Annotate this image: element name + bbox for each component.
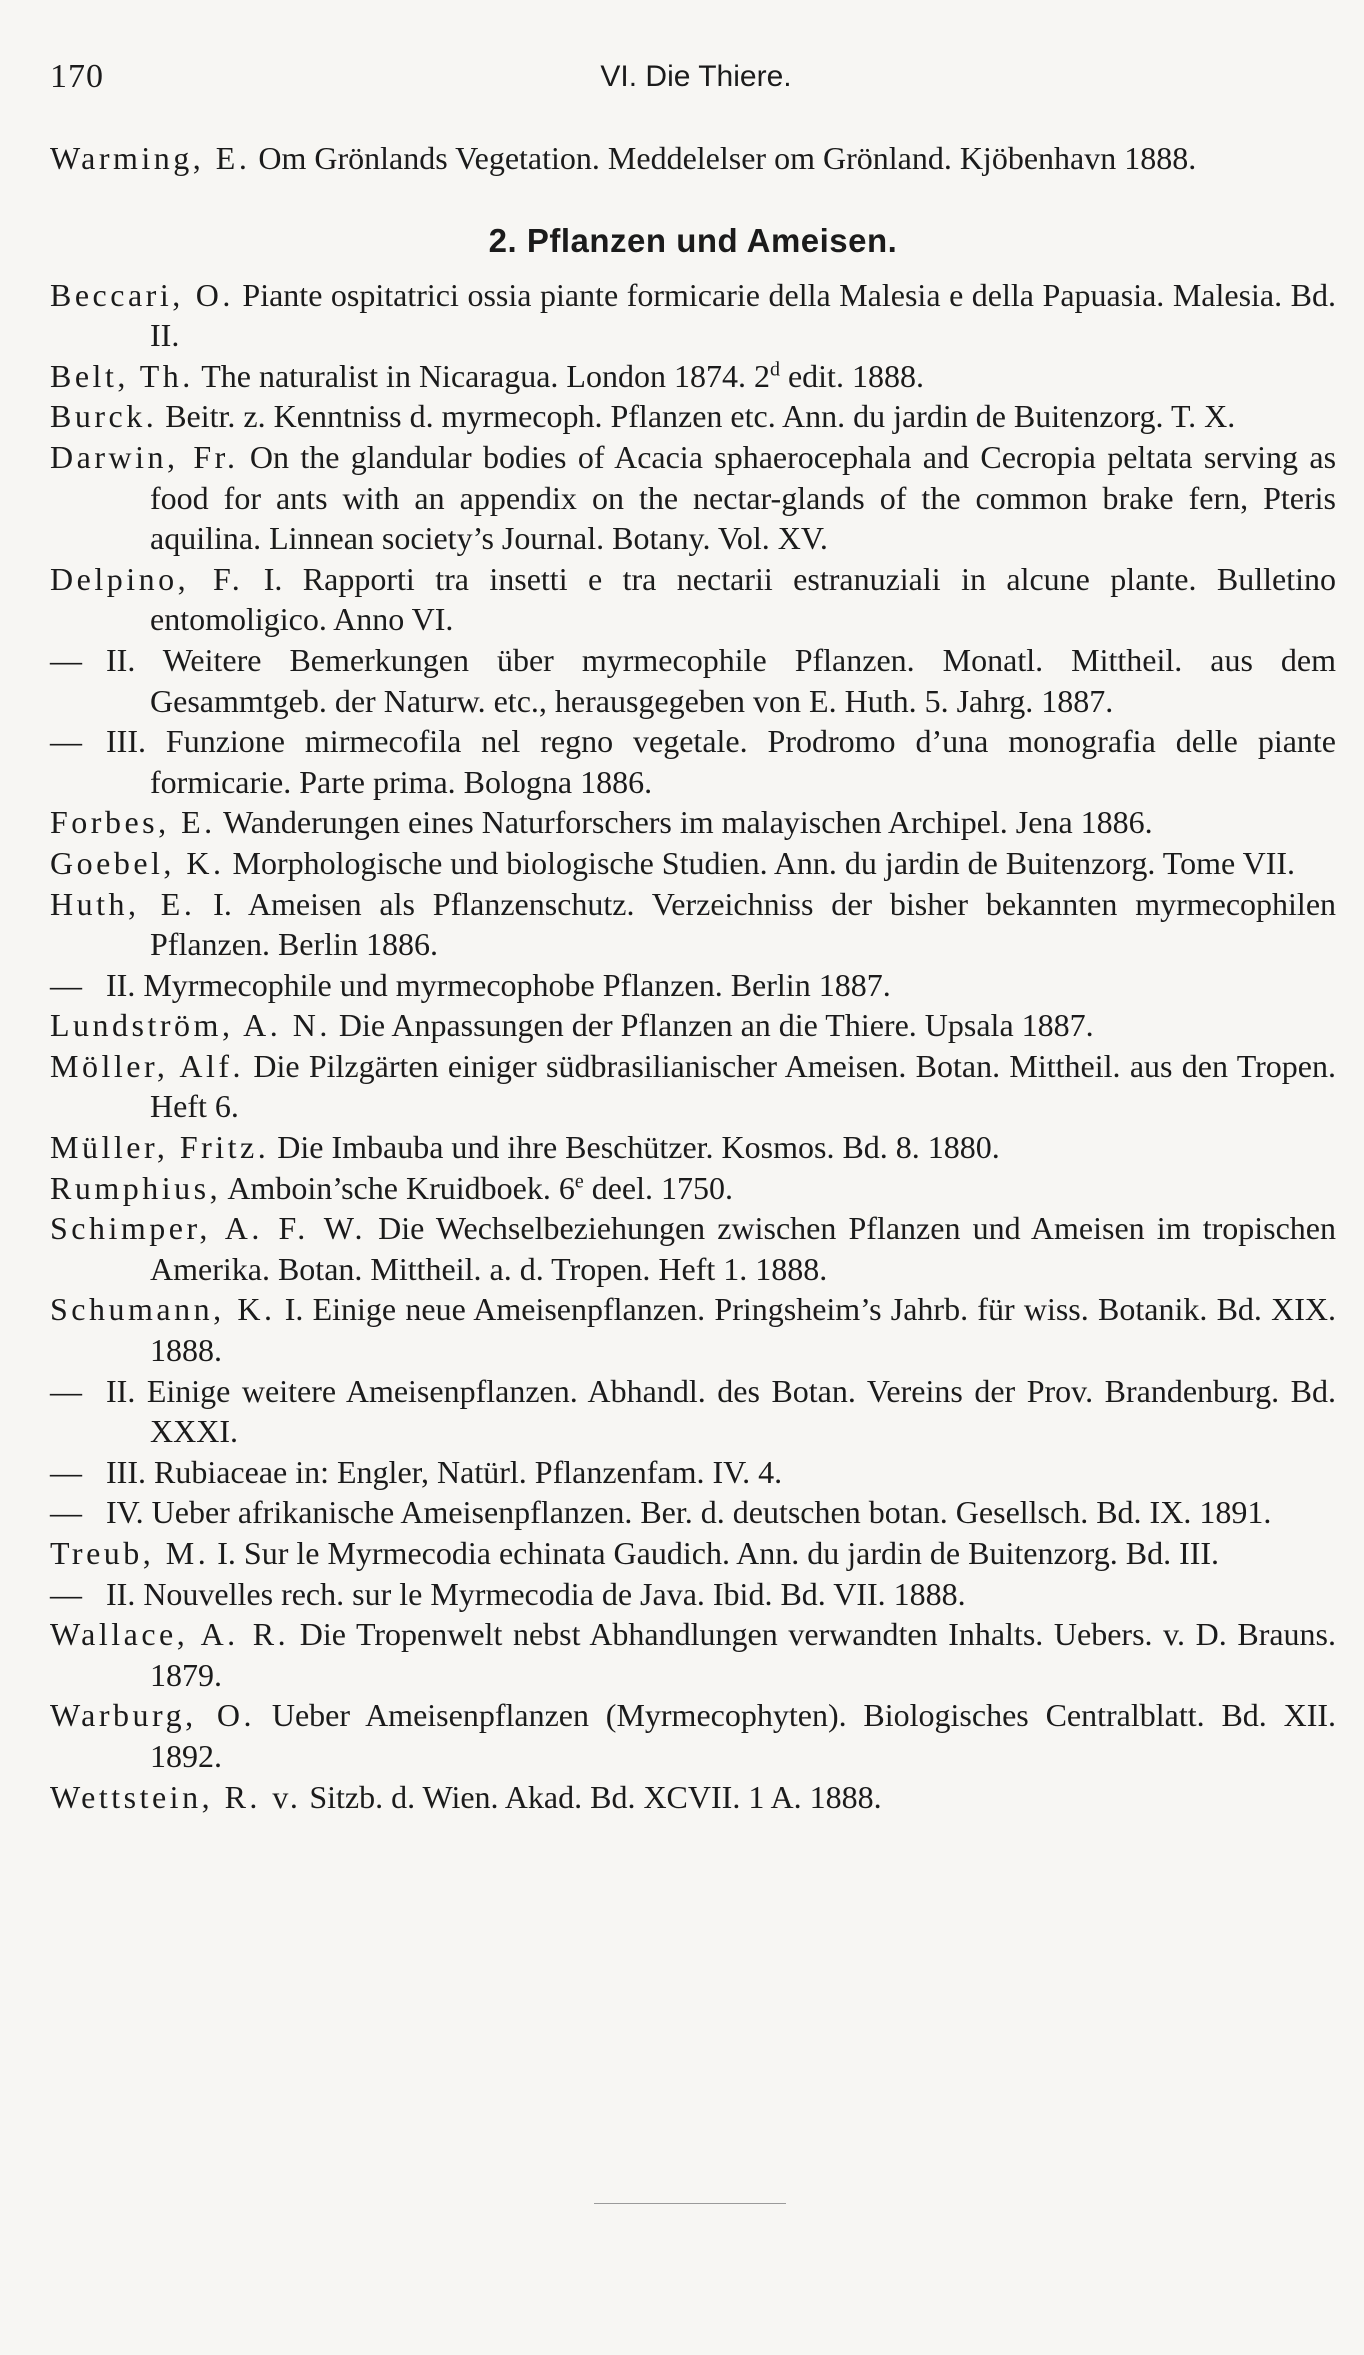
entry-text: Piante ospitatrici ossia piante formicarie della Malesia e della Papuasia. Malesia. Bd. II. [150, 276, 1337, 354]
page-header [50, 58, 1342, 98]
entry-author: Burck. [50, 398, 158, 435]
bibliography-entry [50, 1574, 1336, 1615]
entry-author: Wettstein, R. v. [50, 1778, 302, 1815]
entry-author: Darwin, Fr. [50, 438, 239, 475]
bibliography-entry [50, 396, 1336, 437]
entry-text: On the glandular bodies of Acacia sphaerocephala and Cecropia peltata serving as food for ants with an appendix on the nectar-glands of the common brake fern, Pteris aquilina. Linnean society’s Journal. Botany. Vol. XV. [150, 438, 1337, 557]
bibliography-entry [50, 843, 1336, 884]
entry-text-continued: deel. 1750. [583, 1169, 733, 1206]
bibliography-entry [50, 802, 1336, 843]
entry-text: Ueber Ameisenpflanzen (Myrmecophyten). Biologisches Centralblatt. Bd. XII. 1892. [150, 1697, 1337, 1774]
entry-text: II. Nouvelles rech. sur le Myrmecodia de Java. Ibid. Bd. VII. 1888. [106, 1575, 966, 1612]
entry-text: I. Sur le Myrmecodia echinata Gaudich. Ann. du jardin de Buitenzorg. Bd. III. [217, 1535, 1220, 1571]
bibliography [50, 138, 1336, 1817]
entry-text: Die Anpassungen der Pflanzen an die Thiere. Upsala 1887. [338, 1007, 1094, 1044]
running-head: VI. Die Thiere. [600, 60, 792, 93]
entry-author: Huth, E. [50, 885, 196, 922]
ditto-dash: — [50, 1575, 82, 1612]
entry-text: Wanderungen eines Naturforschers im malayischen Archipel. Jena 1886. [223, 804, 1153, 841]
entry-author: Müller, Fritz. [50, 1129, 270, 1166]
bibliography-entry [50, 559, 1336, 640]
entry-text: Die Pilzgärten einiger südbrasilianischer Ameisen. Botan. Mittheil. aus den Tropen. Heft 6. [150, 1047, 1337, 1125]
bibliography-entry [50, 1533, 1336, 1574]
bibliography-entry [50, 1614, 1336, 1695]
section-heading: 2. Pflanzen und Ameisen. [488, 221, 898, 259]
bibliography-entry [50, 1168, 1336, 1209]
ditto-dash: — [50, 1494, 82, 1531]
entry-text: Beitr. z. Kenntniss d. myrmecoph. Pflanzen etc. Ann. du jardin de Buitenzorg. T. X. [165, 398, 1236, 435]
entry-text: Sitzb. d. Wien. Akad. Bd. XCVII. 1 A. 1888. [309, 1778, 882, 1815]
entry-author: Delpino, F. [50, 560, 244, 597]
entry-text: The naturalist in Nicaragua. London 1874. 2 [201, 357, 770, 394]
entry-text: III. Rubiaceae in: Engler, Natürl. Pflanzenfam. IV. 4. [106, 1453, 783, 1490]
entry-text: IV. Ueber afrikanische Ameisenpflanzen. Ber. d. deutschen botan. Gesellsch. Bd. IX. 1891. [106, 1494, 1272, 1531]
entry-author: Schumann, K. [50, 1291, 276, 1328]
bibliography-entry [50, 1452, 1336, 1493]
entry-list [50, 275, 1336, 1818]
entry-text: Die Imbauba und ihre Beschützer. Kosmos. Bd. 8. 1880. [277, 1129, 1000, 1166]
entry-author: Wallace, A. R. [50, 1616, 290, 1653]
entry-text: Morphologische und biologische Studien. Ann. du jardin de Buitenzorg. Tome VII. [232, 844, 1296, 881]
entry-author: Beccari, O. [50, 276, 234, 313]
ditto-dash: — [50, 1453, 82, 1490]
bibliography-entry [50, 1777, 1336, 1818]
entry-text: Om Grönlands Vegetation. Meddelelser om Grönland. Kjöbenhavn 1888. [258, 140, 1197, 176]
entry-text: Amboin’sche Kruidboek. 6 [227, 1169, 575, 1206]
entry-text: I. Rapporti tra insetti e tra nectarii estranuziali in alcune plante. Bulletino entomoligico. Anno VI. [150, 560, 1337, 638]
bibliography-entry [50, 437, 1336, 559]
entry-author: Schimper, A. F. W. [50, 1210, 366, 1247]
entry-text: I. Einige neue Ameisenpflanzen. Pringsheim’s Jahrb. für wiss. Botanik. Bd. XIX. 1888. [150, 1291, 1337, 1369]
bibliography-entry [50, 1208, 1336, 1289]
entry-text: II. Weitere Bemerkungen über myrmecophile Pflanzen. Monatl. Mittheil. aus dem Gesammtgeb. der Naturw. etc., herausgegeben von E. Huth. 5. Jahrg. 1887. [106, 641, 1336, 719]
bibliography-entry [50, 1127, 1336, 1168]
entry-text: Die Wechselbeziehungen zwischen Pflanzen und Ameisen im tropischen Amerika. Botan. Mittheil. a. d. Tropen. Heft 1. 1888. [150, 1210, 1336, 1287]
ditto-dash: — [50, 966, 82, 1003]
entry-author: Treub, M. [50, 1535, 210, 1571]
entry-author: Warming, E. [50, 140, 251, 176]
entry-author: Goebel, K. [50, 844, 225, 881]
bibliography-entry [50, 1005, 1336, 1046]
bibliography-entry [50, 1046, 1336, 1127]
entry-text: Die Tropenwelt nebst Abhandlungen verwandten Inhalts. Uebers. v. D. Brauns. 1879. [150, 1616, 1337, 1693]
bibliography-entry [50, 884, 1336, 965]
bibliography-entry [50, 1695, 1336, 1776]
footer-rule [594, 2203, 786, 2204]
entry-text-continued: edit. 1888. [779, 357, 924, 394]
bibliography-entry [50, 1371, 1336, 1452]
ditto-dash: — [50, 641, 82, 678]
entry-text: III. Funzione mirmecofila nel regno vegetale. Prodromo d’una monografia delle piante formicarie. Parte prima. Bologna 1886. [106, 723, 1336, 800]
ditto-dash: — [50, 1372, 82, 1409]
bibliography-entry [50, 640, 1336, 721]
entry-author: Lundström, A. N. [50, 1007, 331, 1044]
entry-author: Möller, Alf. [50, 1047, 245, 1084]
bibliography-entry [50, 138, 1336, 179]
entry-superscript: d [769, 358, 780, 381]
entry-text: II. Myrmecophile und myrmecophobe Pflanzen. Berlin 1887. [106, 966, 891, 1003]
page-number: 170 [50, 58, 104, 95]
entry-text: I. Ameisen als Pflanzenschutz. Verzeichniss der bisher bekannten myrmecophilen Pflanzen. Berlin 1886. [150, 885, 1337, 963]
entry-text: II. Einige weitere Ameisenpflanzen. Abhandl. des Botan. Vereins der Prov. Brandenburg. Bd. XXXI. [106, 1372, 1336, 1450]
entry-superscript: e [574, 1170, 584, 1192]
bibliography-entry [50, 1289, 1336, 1370]
ditto-dash: — [50, 723, 82, 760]
bibliography-entry [50, 721, 1336, 802]
entry-author: Belt, Th. [50, 357, 194, 394]
bibliography-entry [50, 356, 1336, 397]
bibliography-entry [50, 965, 1336, 1006]
entry-author: Rumphius, [50, 1169, 222, 1206]
bibliography-entry [50, 275, 1336, 356]
entry-author: Forbes, E. [50, 804, 216, 841]
bibliography-entry [50, 1492, 1336, 1533]
entry-author: Warburg, O. [50, 1697, 256, 1734]
